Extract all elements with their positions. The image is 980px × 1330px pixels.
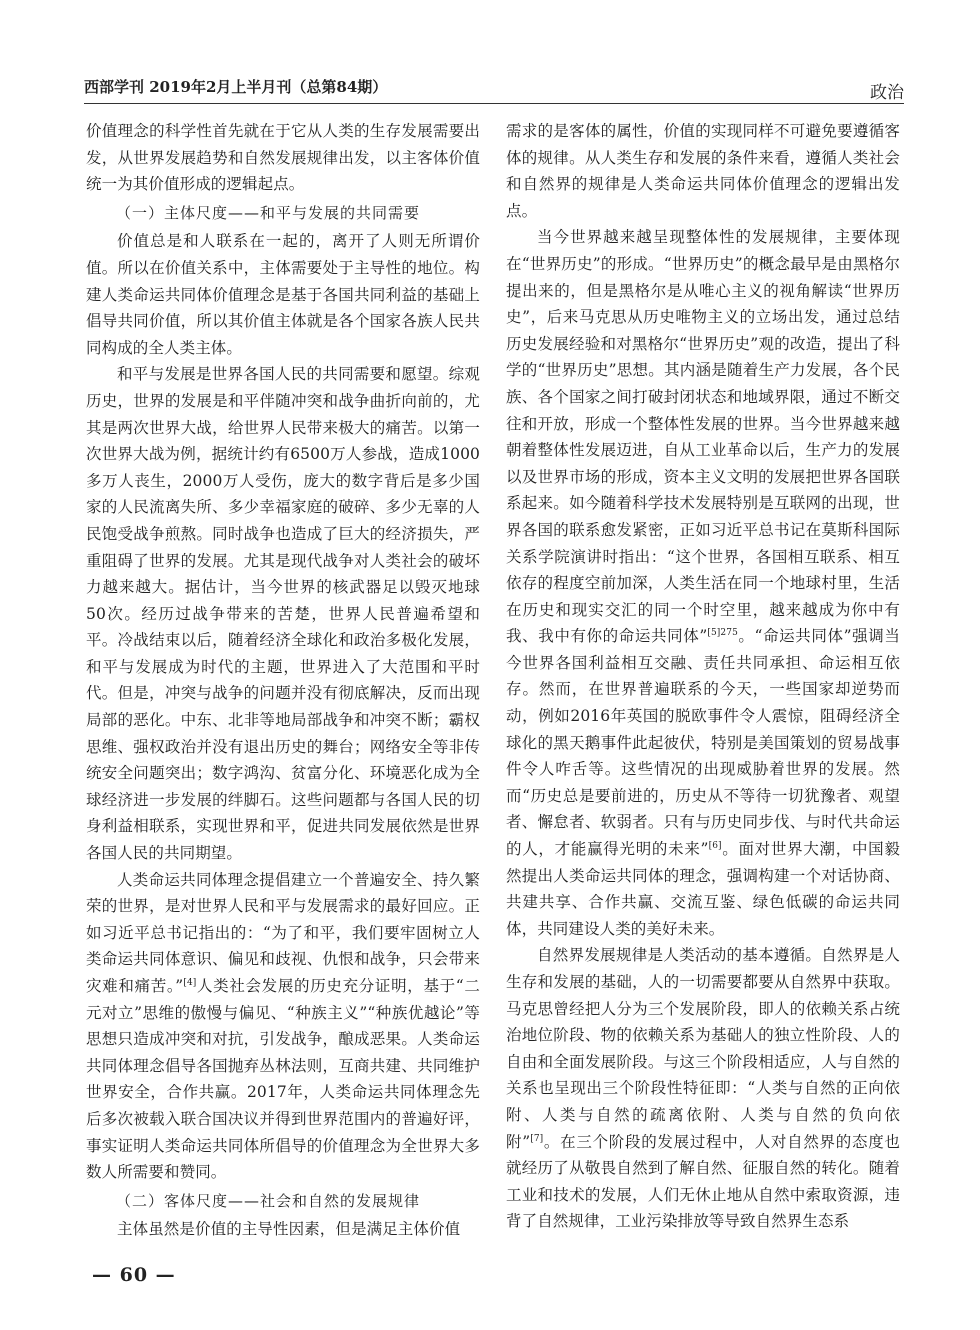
text-run: 人类命运共同体理念提倡建立一个普遍安全、持久繁荣的世界，是对世界人民和平与发展需求的最好回应。正如习近平总书记指出的：“为了和平，我们要牢固树立人类命运共同体意识、偏见和歧视、仇恨和战争，只会带来灾难和痛苦。” [86,870,480,995]
citation-ref: [6] [708,840,722,851]
paragraph: 价值总是和人联系在一起的，离开了人则无所谓价值。所以在价值关系中，主体需要处于主导性的地位。构建人类命运共同体价值理念是基于各国共同利益的基础上倡导共同价值，所以其价值主体就是各个国家各族人民共同构成的全人类主体。 [86,232,480,357]
journal-masthead: 西部学刊 2019年2月上半月刊（总第84期） [84,78,388,96]
text-run: 。面对世界大潮，中国毅然提出人类命运共同体的理念，强调构建一个对话协商、共建共享、合作共赢、交流互鉴、绿色低碳的命运共同体，共同建设人类的美好未来。 [506,840,900,938]
section-label: 政治 [870,83,904,103]
citation-ref: [5]275 [707,628,738,639]
right-column [506,118,900,1235]
paragraph: 需求的是客体的属性，价值的实现同样不可避免要遵循客体的规律。从人类生存和发展的条件来看，遵循人类社会和自然界的规律是人类命运共同体价值理念的逻辑出发点。 [506,122,900,220]
page-header [84,76,904,102]
paragraph: 价值理念的科学性首先就在于它从人类的生存发展需要出发，从世界发展趋势和自然发展规律出发，以主客体价值统一为其价值形成的逻辑起点。 [86,122,480,194]
text-run: 当今世界越来越呈现整体性的发展规律，主要体现在“世界历史”的形成。“世界历史”的概念最早是由黑格尔提出来的，但是黑格尔是从唯心主义的视角解读“世界历史”，后来马克思从历史唯物主义的立场出发，通过总结历史发展经验和对黑格尔“世界历史”观的改造，提出了科学的“世界历史”思想。其内涵是随着生产力发展，各个民族、各个国家之间打破封闭状态和地域界限，通过不断交往和开放，形成一个整体性发展的世界。当今世界越来越朝着整体性发展迈进，自从工业革命以后，生产力的发展以及世界市场的形成，资本主义文明的发展把世界各国联系起来。如今随着科学技术发展特别是互联网的出现，世界各国的联系愈发紧密，正如习近平总书记在莫斯科国际关系学院演讲时指出：“这个世界，各国相互联系、相互依存的程度空前加深，人类生活在同一个地球村里，生活在历史和现实交汇的同一个时空里，越来越成为你中有我、我中有你的命运共同体” [506,228,900,646]
text-run: 。在三个阶段的发展过程中，人对自然界的态度也就经历了从敬畏自然到了解自然、征服自然的转化。随着工业和技术的发展，人们无休止地从自然中索取资源，违背了自然规律，工业污染排放等导致自然界生态系 [506,1132,901,1231]
paragraph [506,224,900,942]
paragraph [86,867,480,1186]
subheading-object-scale: （二）客体尺度——社会和自然的发展规律 [116,1191,421,1210]
subheading-subject-scale: （一）主体尺度——和平与发展的共同需要 [116,203,421,222]
paragraph: 主体虽然是价值的主导性因素，但是满足主体价值 [117,1220,461,1239]
text-run: 人类社会发展的历史充分证明，基于“二元对立”思维的傲慢与偏见、“种族主义”“种族优越论”等思想只造成冲突和对抗，引发战争，酿成恶果。人类命运共同体理念倡导各国抛弃丛林法则，互商共建、共同维护世界安全，合作共赢。2017年，人类命运共同体理念先后多次被载入联合国决议并得到世界范围内的普遍好评，事实证明人类命运共同体所倡导的价值理念为全世界大多数人所需要和赞同。 [86,977,481,1182]
header-rule [84,103,904,104]
paragraph: 和平与发展是世界各国人民的共同需要和愿望。综观历史，世界的发展是和平伴随冲突和战争曲折向前的，尤其是两次世界大战，给世界人民带来极大的痛苦。以第一次世界大战为例，据统计约有6500万人参战，造成1000多万人丧生，2000万人受伤，庞大的数字背后是多少国家的人民流离失所、多少幸福家庭的破碎、多少无辜的人民饱受战争煎熬。同时战争也造成了巨大的经济损失，严重阻碍了世界的发展。尤其是现代战争对人类社会的破坏力越来越大。据估计，当今世界的核武器足以毁灭地球50次。经历过战争带来的苦楚，世界人民普遍希望和平。冷战结束以后，随着经济全球化和政治多极化发展，和平与发展成为时代的主题，世界进入了大范围和平时代。但是，冲突与战争的问题并没有彻底解决，反而出现局部的恶化。中东、北非等地局部战争和冲突不断；霸权思维、强权政治并没有退出历史的舞台；网络安全等非传统安全问题突出；数字鸿沟、贫富分化、环境恶化成为全球经济进一步发展的绊脚石。这些问题都与各国人民的切身利益相联系，实现世界和平，促进共同发展依然是世界各国人民的共同期望。 [86,365,480,863]
left-column [86,118,480,1243]
paragraph [506,942,900,1235]
citation-ref: [7] [530,1133,544,1144]
text-run: 。“命运共同体”强调当今世界各国利益相互交融、责任共同承担、命运相互依存。然而，在世界普遍联系的今天，一些国家却逆势而动，例如2016年英国的脱欧事件令人震惊，阻碍经济全球化的黑天鹅事件此起彼伏，特别是美国策划的贸易战事件令人咋舌等。这些情况的出现威胁着世界的发展。然而“历史总是要前进的，历史从不等待一切犹豫者、观望者、懈怠者、软弱者。只有与历史同步伐、与时代共命运的人，才能赢得光明的未来” [506,627,900,859]
page-number: — 60 — [92,1264,176,1286]
text-run: 自然界发展规律是人类活动的基本遵循。自然界是人生存和发展的基础，人的一切需要都要从自然界中获取。马克思曾经把人分为三个发展阶段，即人的依赖关系占统治地位阶段、物的依赖关系为基础人的独立性阶段、人的自由和全面发展阶段。与这三个阶段相适应，人与自然的关系也呈现出三个阶段性特征即：“人类与自然的正向依附、人类与自然的疏离依附、人类与自然的负向依附” [506,946,900,1151]
citation-ref: [4] [183,977,197,988]
